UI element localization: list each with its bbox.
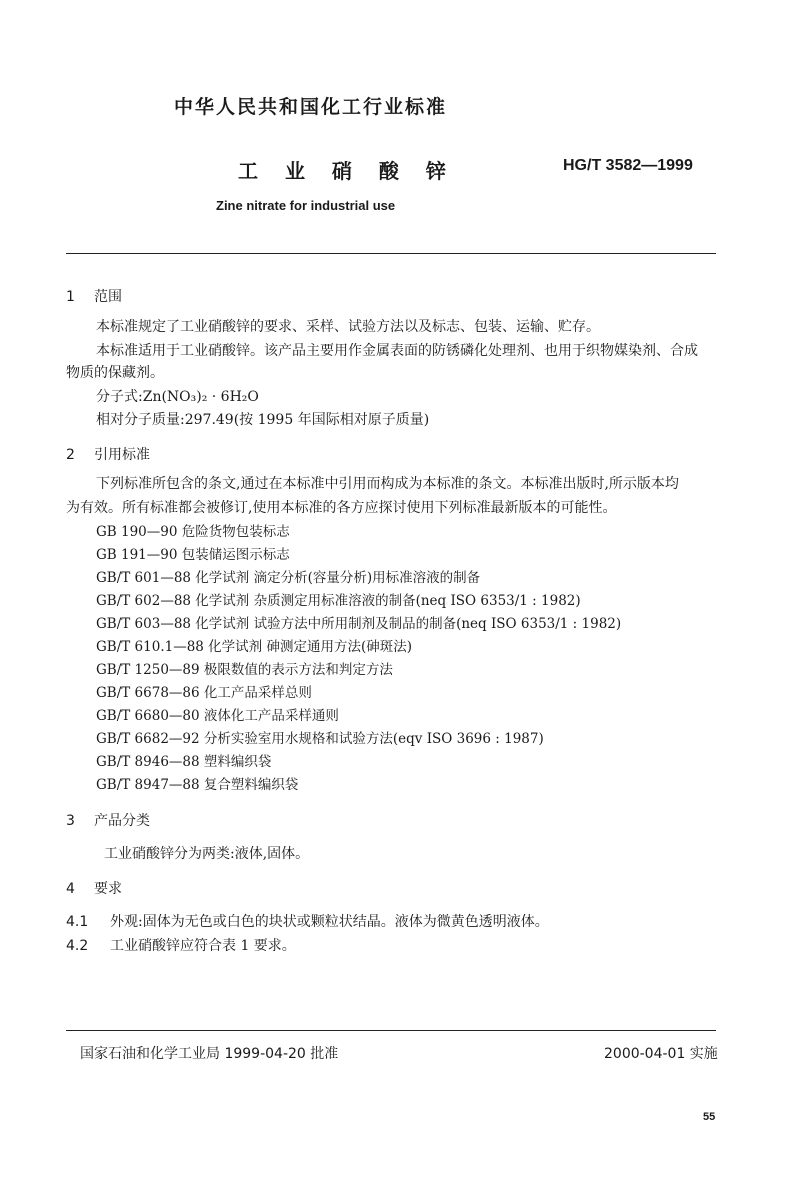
section-title: 产品分类	[94, 813, 150, 829]
standard-code: HG/T 3582—1999	[563, 157, 693, 174]
reference-item: GB/T 602—88 化学试剂 杂质测定用标准溶液的制备(neq ISO 6353/1 : 1982)	[96, 593, 581, 609]
molecular-formula: 分子式:Zn(NO₃)₂ · 6H₂O	[96, 389, 259, 405]
section-number: 3	[66, 813, 75, 829]
reference-item: GB/T 8947—88 复合塑料编织袋	[96, 777, 299, 793]
clause-number: 4.2	[66, 938, 89, 954]
reference-item: GB/T 1250—89 极限数值的表示方法和判定方法	[96, 662, 393, 678]
section-3-heading	[66, 810, 150, 830]
reference-item: GB/T 6682—92 分析实验室用水规格和试验方法(eqv ISO 3696 : 1987)	[96, 731, 544, 747]
section-title: 引用标准	[94, 447, 150, 463]
reference-item: GB/T 603—88 化学试剂 试验方法中所用制剂及制品的制备(neq ISO 6353/1 : 1982)	[96, 616, 622, 632]
section-title: 要求	[94, 881, 122, 897]
reference-item: GB/T 601—88 化学试剂 滴定分析(容量分析)用标准溶液的制备	[96, 570, 481, 586]
approval-date: 国家石油和化学工业局 1999-04-20 批准	[80, 1046, 339, 1062]
clause-4-2	[66, 934, 296, 958]
reference-item: GB/T 8946—88 塑料编织袋	[96, 754, 272, 770]
effective-date: 2000-04-01 实施	[604, 1046, 718, 1062]
molecular-mass: 相对分子质量:297.49(按 1995 年国际相对原子质量)	[96, 412, 430, 428]
section-number: 2	[66, 447, 75, 463]
section-3-paragraph: 工业硝酸锌分为两类:液体,固体。	[104, 846, 310, 862]
section-1-paragraph-2-line-1: 本标准适用于工业硝酸锌。该产品主要用作金属表面的防锈磷化处理剂、也用于织物媒染剂、合成	[96, 343, 698, 359]
reference-item: GB/T 6680—80 液体化工产品采样通则	[96, 708, 339, 724]
document-title-cn: 工 业 硝 酸 锌	[238, 159, 456, 183]
reference-item: GB/T 6678—86 化工产品采样总则	[96, 685, 312, 701]
section-2-paragraph-line-1: 下列标准所包含的条文,通过在本标准中引用而构成为本标准的条文。本标准出版时,所示版本均	[96, 476, 679, 492]
document-title-en: Zine nitrate for industrial use	[216, 198, 396, 213]
section-1-paragraph-2-line-2: 物质的保藏剂。	[66, 365, 164, 381]
standard-organization: 中华人民共和国化工行业标准	[174, 96, 448, 118]
page-number: 55	[703, 1111, 716, 1123]
header-divider	[66, 253, 716, 254]
section-2-paragraph-line-2: 为有效。所有标准都会被修订,使用本标准的各方应探讨使用下列标准最新版本的可能性。	[66, 500, 617, 516]
clause-number: 4.1	[66, 914, 89, 930]
section-2-heading	[66, 444, 150, 464]
reference-item: GB 191—90 包装储运图示标志	[96, 547, 290, 563]
reference-item: GB 190—90 危险货物包装标志	[96, 524, 290, 540]
footer-divider	[66, 1030, 716, 1031]
section-title: 范围	[94, 289, 122, 305]
clause-text: 外观:固体为无色或白色的块状或颗粒状结晶。液体为微黄色透明液体。	[110, 914, 549, 930]
section-4-heading	[66, 878, 122, 898]
section-1-paragraph-1: 本标准规定了工业硝酸锌的要求、采样、试验方法以及标志、包装、运输、贮存。	[96, 319, 600, 335]
section-number: 4	[66, 881, 75, 897]
section-number: 1	[66, 289, 75, 305]
reference-item: GB/T 610.1—88 化学试剂 砷测定通用方法(砷斑法)	[96, 639, 412, 655]
section-1-heading	[66, 286, 122, 306]
clause-text: 工业硝酸锌应符合表 1 要求。	[110, 938, 296, 954]
clause-4-1	[66, 910, 549, 934]
